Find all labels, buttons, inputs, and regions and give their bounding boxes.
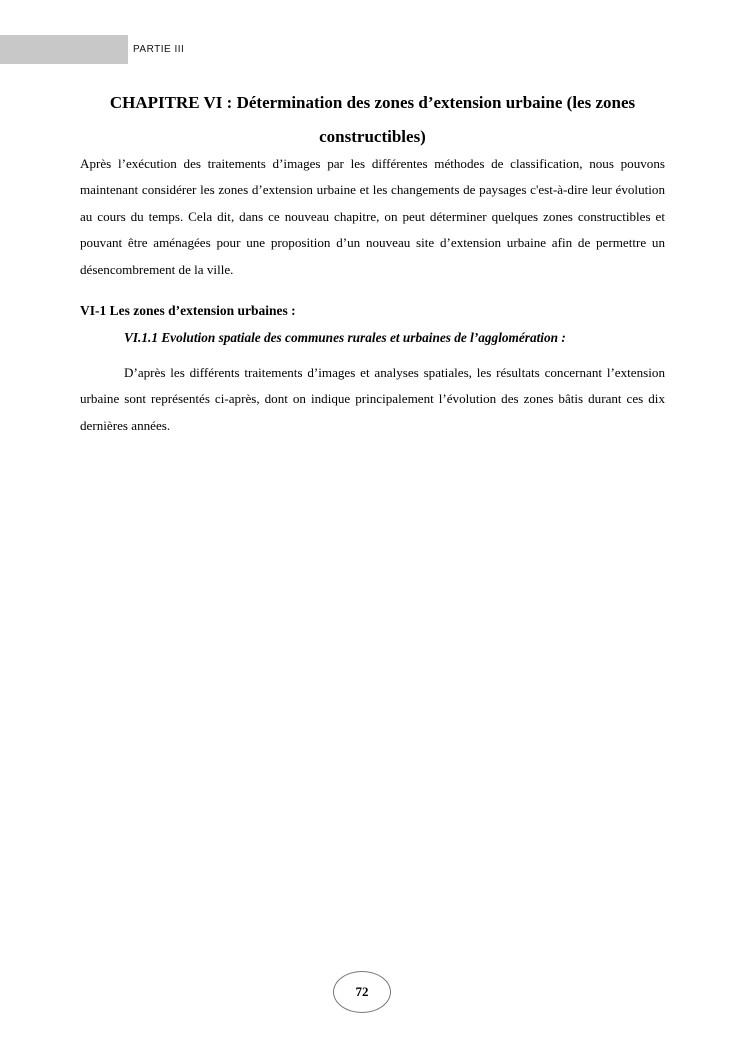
page-number: [333, 971, 391, 1013]
chapter-title: CHAPITRE VI : Détermination des zones d’extension urbaine (les zones constructibles): [109, 93, 636, 146]
header-bar: [0, 35, 128, 64]
page-number-text: 72: [355, 984, 369, 999]
intro-paragraph: Après l’exécution des traitements d’images par les différentes méthodes de classification, nous pouvons maintenant considérer les zones d’extension urbaine et les changements de paysages c'est-à-dire leur évolution au cours du temps. Cela dit, dans ce nouveau chapitre, on peut déterminer quelques zones constructibles et pouvant être aménagées pour une proposition d’un nouveau site d’extension urbaine afin de permettre un désencombrement de la ville.: [80, 156, 665, 277]
part-label: PARTIE III: [133, 44, 185, 55]
section-heading: VI-1 Les zones d’extension urbaines :: [80, 303, 296, 318]
subsection-heading: VI.1.1 Evolution spatiale des communes rurales et urbaines de l’agglomération :: [124, 330, 566, 345]
results-paragraph: D’après les différents traitements d’images et analyses spatiales, les résultats concernant l’extension urbaine sont représentés ci-après, dont on indique principalement l’évolution des zones bâtis durant ces dix dernières années.: [80, 365, 665, 433]
